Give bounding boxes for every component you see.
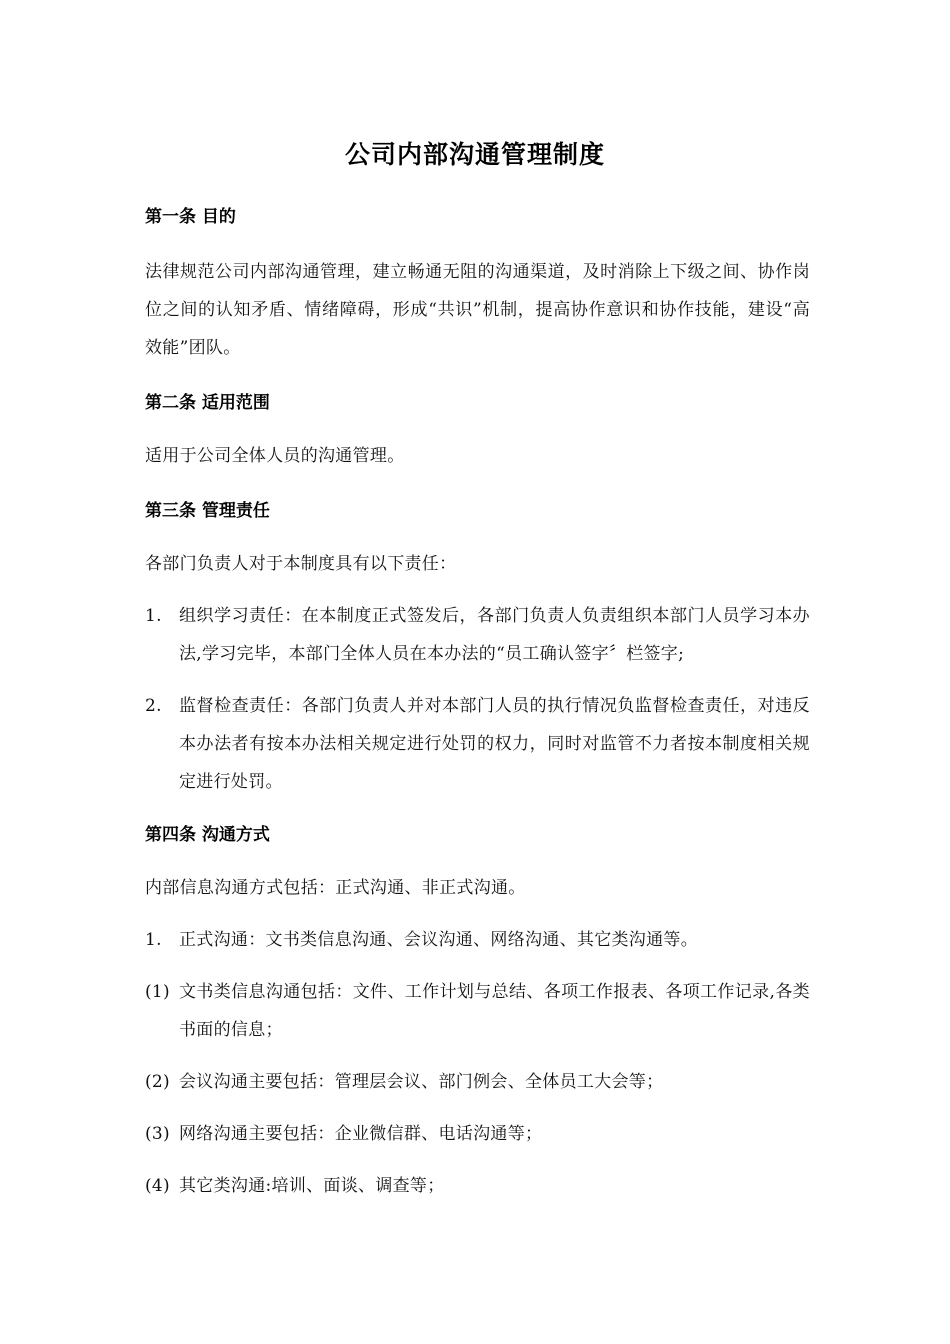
list-item xyxy=(145,597,810,673)
section-intro-methods: 内部信息沟通方式包括：正式沟通、非正式沟通。 xyxy=(145,878,526,898)
section-heading-scope: 第二条 适用范围 xyxy=(145,393,270,413)
section-heading-methods: 第四条 沟通方式 xyxy=(145,825,270,845)
document-body xyxy=(145,205,810,1205)
list-item-text: 会议沟通主要包括：管理层会议、部门例会、全体员工大会等； xyxy=(179,1072,664,1092)
list-item-text: 正式沟通：文书类信息沟通、会议沟通、网络沟通、其它类沟通等。 xyxy=(179,930,698,950)
section-heading-responsibility: 第三条 管理责任 xyxy=(145,501,270,521)
section-heading-purpose: 第一条 目的 xyxy=(145,207,236,227)
list-item-text: 监督检查责任：各部门负责人并对本部门人员的执行情况负监督检查责任，对违反本办法者有按本办法相关规定进行处罚的权力，同时对监管不力者按本制度相关规定进行处罚。 xyxy=(179,696,810,792)
list-item xyxy=(145,1115,810,1153)
document-title: 公司内部沟通管理制度 xyxy=(344,140,605,169)
list-item xyxy=(145,1167,810,1205)
list-item-text: 其它类沟通:培训、面谈、调查等； xyxy=(179,1176,445,1196)
list-item-text: 网络沟通主要包括：企业微信群、电话沟通等； xyxy=(179,1124,543,1144)
list-item-number: 1. xyxy=(145,606,162,626)
section-paragraph-purpose: 法律规范公司内部沟通管理，建立畅通无阻的沟通渠道，及时消除上下级之间、协作岗位之间的认知矛盾、情绪障碍，形成“共识”机制，提高协作意识和协作技能，建设“高效能”团队。 xyxy=(145,262,810,358)
list-item-number: (4) xyxy=(145,1176,170,1196)
list-item-number: (3) xyxy=(145,1124,170,1144)
list-item-number: 2. xyxy=(145,696,162,716)
list-item xyxy=(145,973,810,1049)
list-item-text: 组织学习责任：在本制度正式签发后，各部门负责人负责组织本部门人员学习本办法,学习完毕，本部门全体人员在本办法的“员工确认签字〞栏签字; xyxy=(179,606,810,664)
section-paragraph-scope: 适用于公司全体人员的沟通管理。 xyxy=(145,446,405,466)
list-item-number: (1) xyxy=(145,982,170,1002)
list-item-number: 1. xyxy=(145,930,162,950)
list-item-text: 文书类信息沟通包括：文件、工作计划与总结、各项工作报表、各项工作记录,各类书面的信息； xyxy=(179,982,810,1040)
list-item xyxy=(145,1063,810,1101)
list-item xyxy=(145,687,810,801)
list-item-number: (2) xyxy=(145,1072,170,1092)
section-intro-responsibility: 各部门负责人对于本制度具有以下责任： xyxy=(145,554,457,574)
list-item xyxy=(145,921,810,959)
